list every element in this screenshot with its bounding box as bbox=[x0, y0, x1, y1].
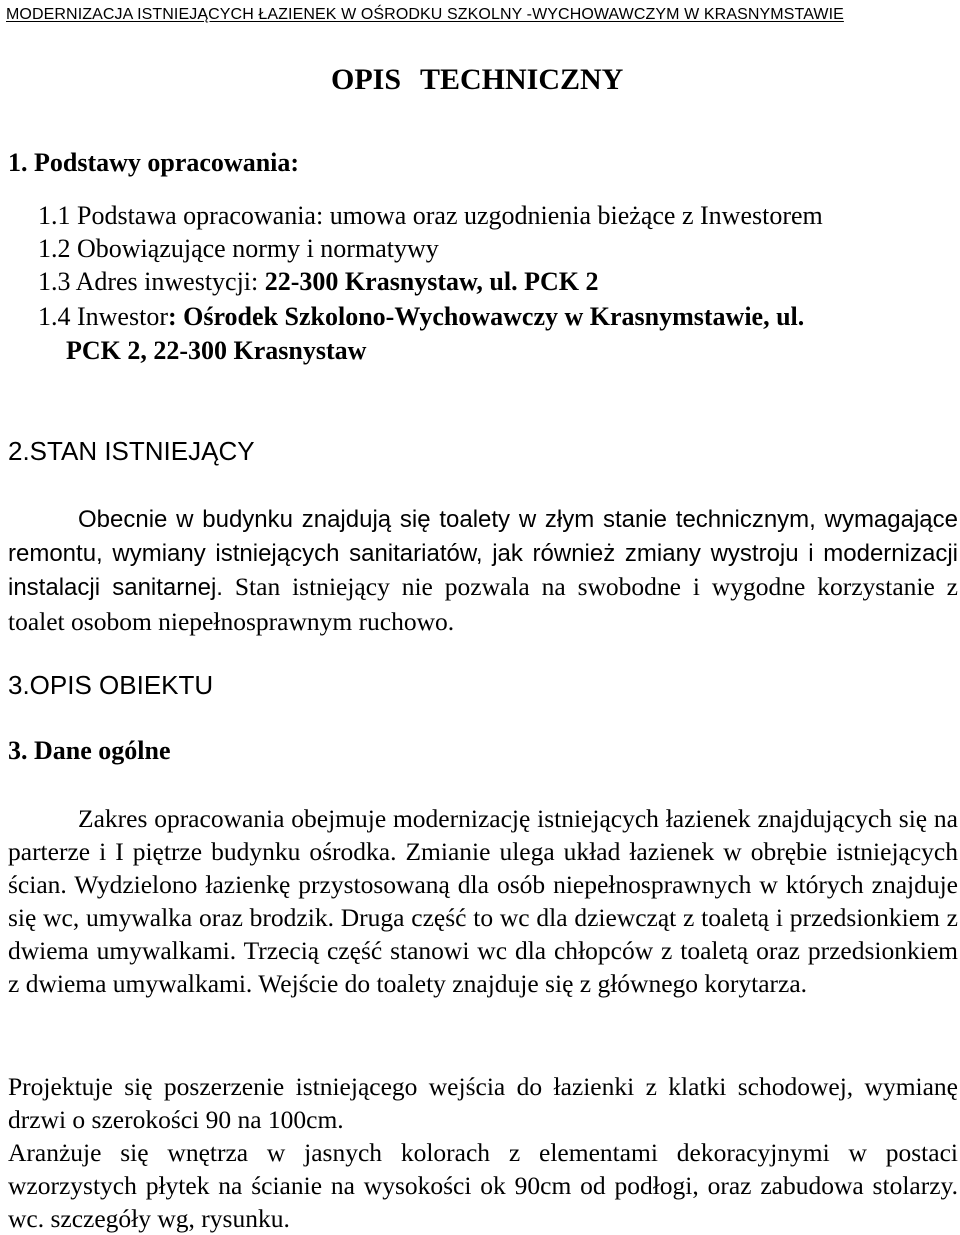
section3-paragraph-3: Aranżuje się wnętrza w jasnych kolorach z elementami dekoracyjnymi w postaci wzorzystych płytek na ścianie na wysokości ok 90cm od podłogi, oraz zabudowa stolarzy. wc. szczegóły wg, rysunku. bbox=[8, 1138, 958, 1233]
section3-paragraph: Zakres opracowania obejmuje modernizację istniejących łazienek znajdujących się na parterze i I piętrze budynku ośrodka. Zmianie ulega układ łazienek w obrębie istniejących ścian. Wydzielono łazienkę przystosowaną dla osób niepełnosprawnych w których znajduje się wc, umywalka oraz brodzik. Druga część to wc dla dziewcząt z toaletą i przedsionkiem z dwiema umywalkami. Trzecią część stanowi wc dla chłopców z toaletą oraz przedsionkiem z dwiema umywalkami. Wejście do toalety znajduje się z głównego korytarza. bbox=[8, 804, 958, 998]
section1-heading: 1. Podstawy opracowania: bbox=[8, 148, 300, 177]
section1-item: 1.2 Obowiązujące normy i normatywy bbox=[38, 234, 439, 263]
section2-heading: 2.STAN ISTNIEJĄCY bbox=[8, 436, 255, 466]
page-header: MODERNIZACJA ISTNIEJĄCYCH ŁAZIENEK W OŚRODKU SZKOLNY -WYCHOWAWCZYM W KRASNYMSTAWIE bbox=[6, 6, 844, 23]
document-title: OPIS TECHNICZNY bbox=[331, 63, 624, 96]
section3-subheading: 3. Dane ogólne bbox=[8, 736, 171, 765]
section1-item: 1.1 Podstawa opracowania: umowa oraz uzgodnienia bieżące z Inwestorem bbox=[38, 201, 823, 230]
section1-item: 1.3 Adres inwestycji: 22-300 Krasnystaw, ul. PCK 2 bbox=[38, 267, 599, 296]
section1-item: 1.4 Inwestor: Ośrodek Szkolono-Wychowawczy w Krasnymstawie, ul. bbox=[38, 302, 805, 331]
section3-paragraph-2: Projektuje się poszerzenie istniejącego wejścia do łazienki z klatki schodowej, wymianę drzwi o szerokości 90 na 100cm. bbox=[8, 1072, 958, 1134]
section2-paragraph: Obecnie w budynku znajdują się toalety w złym stanie technicznym, wymagające remontu, wymiany istniejących sanitariatów, jak również zmiany wystroju i modernizacji instalacji sanitarnej. Stan istniejący nie pozwala na swobodne i wygodne korzystanie z toalet osobom niepełnosprawnym ruchowo. bbox=[8, 506, 959, 636]
section3-heading: 3.OPIS OBIEKTU bbox=[8, 670, 214, 700]
section1-item: PCK 2, 22-300 Krasnystaw bbox=[66, 336, 367, 365]
